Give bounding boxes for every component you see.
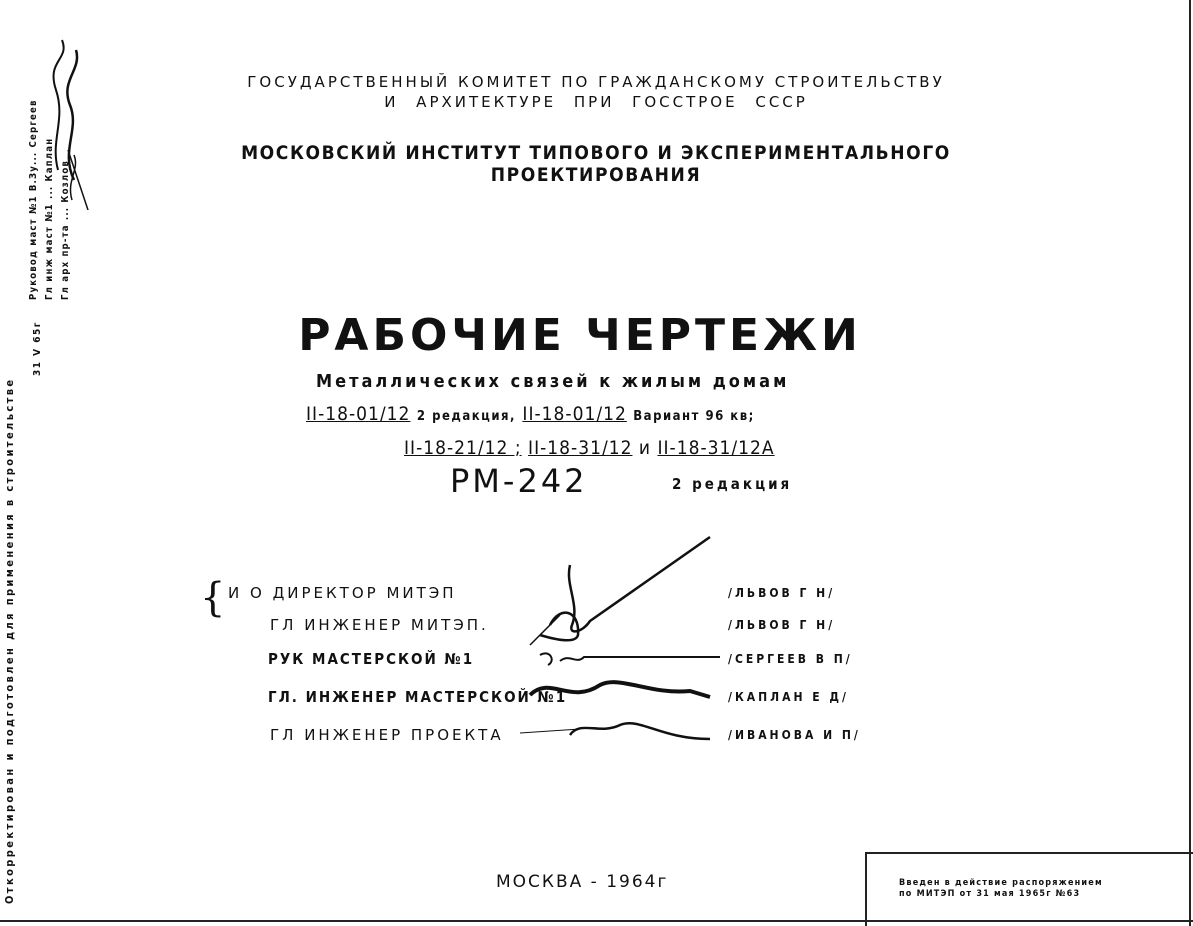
series-code: II-18-31/12А [657, 437, 775, 459]
revision-note: Откорректирован и подготовлен для применения в строительстве [3, 377, 16, 904]
signature-name: /ЛЬВОВ Г Н/ [728, 586, 836, 600]
brace-mark: { [200, 575, 226, 621]
series-code: II-18-01/12 [522, 403, 627, 425]
signature-role: ГЛ ИНЖЕНЕР МИТЭП. [270, 616, 489, 634]
stamp-text [899, 878, 1189, 900]
series-conjunction: и [638, 437, 652, 459]
city-year: МОСКВА - 1964г [496, 872, 669, 892]
signature-name: /КАПЛАН Е Д/ [728, 690, 849, 704]
approval-line-1: Руковод маст №1 В.Зу... Сергеев [28, 99, 39, 300]
signature-role: ГЛ ИНЖЕНЕР ПРОЕКТА [270, 726, 504, 744]
signature-name: /СЕРГЕЕВ В П/ [728, 652, 853, 666]
institute-name: МОСКОВСКИЙ ИНСТИТУТ ТИПОВОГО И ЭКСПЕРИМЕНТАЛЬНОГО ПРОЕКТИРОВАНИЯ [241, 142, 951, 186]
revision-date: 31 V 65г [32, 321, 43, 376]
signature-role: РУК МАСТЕРСКОЙ №1 [268, 650, 475, 668]
series-note: 2 редакция, [416, 409, 516, 424]
series-note: Вариант 96 кв; [633, 409, 755, 424]
signature-name: /ЛЬВОВ Г Н/ [728, 618, 836, 632]
frame-border-right [1189, 0, 1191, 926]
margin-signatures [30, 20, 90, 210]
committee-line-2: И АРХИТЕКТУРЕ ПРИ ГОССТРОЕ СССР [384, 93, 808, 111]
page-title: РАБОЧИЕ ЧЕРТЕЖИ [298, 310, 862, 361]
approval-stamp [865, 852, 1193, 926]
handwritten-signatures [520, 525, 740, 755]
signature-name: /ИВАНОВА И П/ [728, 728, 861, 742]
approval-line-3: Гл арх пр-та ... Козлов [60, 160, 71, 300]
stamp-line-2: по МИТЭП от 31 мая 1965г №63 [899, 889, 1081, 899]
subtitle: Металлических связей к жилым домам [316, 371, 790, 392]
series-line-2 [404, 437, 775, 459]
stamp-line-1: Введен в действие распоряжением [899, 878, 1103, 888]
approval-line-2: Гл инж маст №1 ... Каплан [44, 137, 55, 300]
series-line-1 [306, 403, 755, 425]
signature-role: ГЛ. ИНЖЕНЕР МАСТЕРСКОЙ №1 [268, 688, 568, 706]
committee-line-1: ГОСУДАРСТВЕННЫЙ КОМИТЕТ ПО ГРАЖДАНСКОМУ СТРОИТЕЛЬСТВУ [247, 73, 945, 91]
signature-role: И О ДИРЕКТОР МИТЭП [228, 584, 457, 602]
edition-label: 2 редакция [672, 475, 793, 493]
series-code: II-18-31/12 [528, 437, 633, 459]
document-code: РМ-242 [450, 462, 588, 500]
series-code: II-18-21/12 ; [404, 437, 522, 459]
series-code: II-18-01/12 [306, 403, 411, 425]
